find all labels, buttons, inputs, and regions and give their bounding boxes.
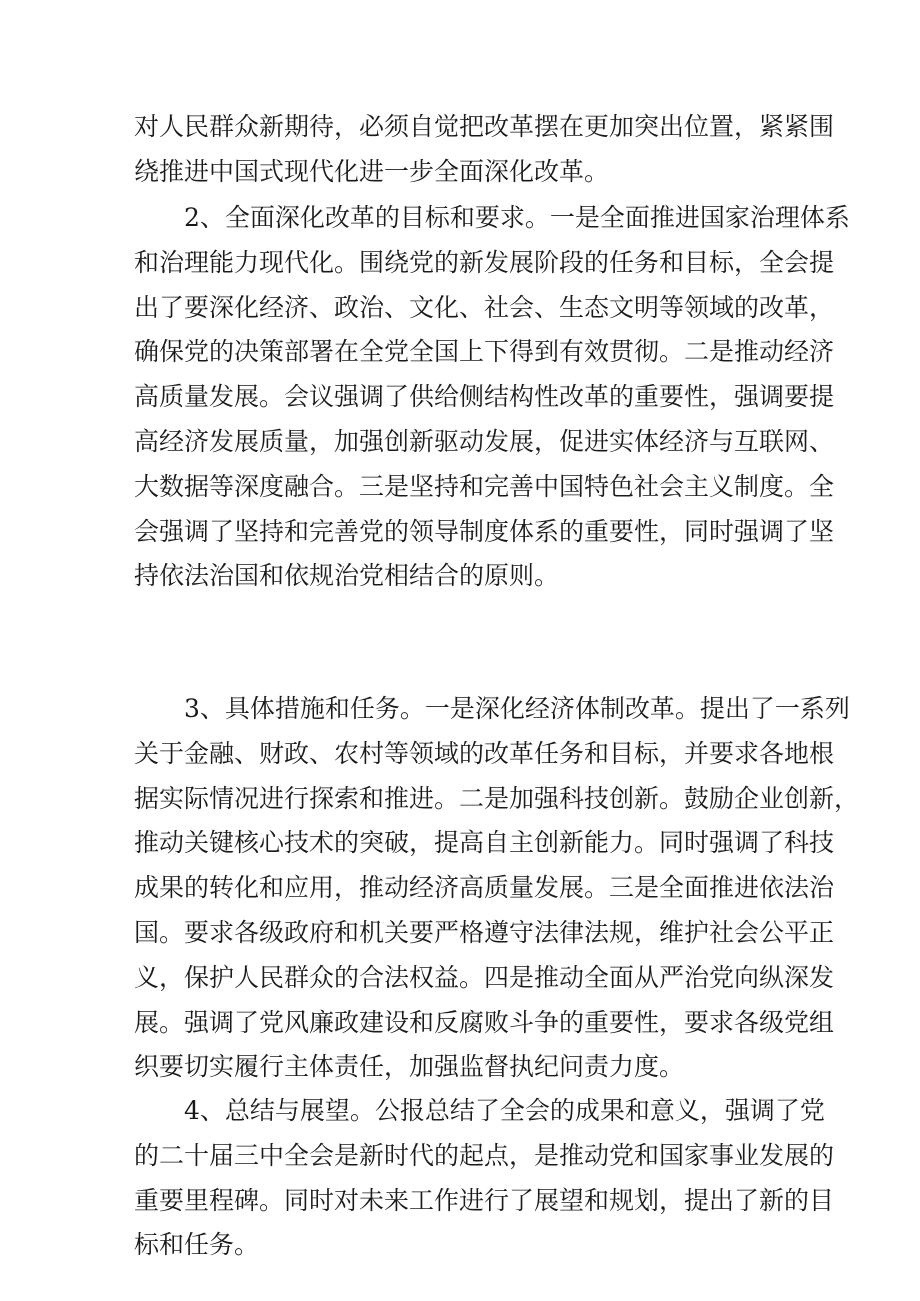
paragraph-line: 标和任务。: [134, 1230, 260, 1260]
paragraph-line: 和治理能力现代化。围绕党的新发展阶段的任务和目标，全会提: [134, 247, 835, 277]
paragraph-line: 高经济发展质量，加强创新驱动发展，促进实体经济与互联网、: [134, 426, 835, 456]
paragraph-line: 高质量发展。会议强调了供给侧结构性改革的重要性，强调要提: [134, 382, 835, 412]
paragraph-3: [134, 687, 860, 1090]
paragraph-line: 对人民群众新期待，必须自觉把改革摆在更加突出位置，紧紧围: [134, 112, 835, 141]
paragraph-4: [134, 1089, 835, 1268]
paragraph-line: 的二十届三中全会是新时代的起点，是推动党和国家事业发展的: [134, 1140, 835, 1170]
paragraph-line: 2、全面深化改革的目标和要求。一是全面推进国家治理体系: [184, 203, 850, 232]
paragraph-line: 国。要求各级政府和机关要严格遵守法律法规，维护社会公平正: [134, 917, 835, 947]
paragraph-line: 重要里程碑。同时对未来工作进行了展望和规划，提出了新的目: [134, 1185, 835, 1215]
paragraph-line: 成果的转化和应用，推动经济高质量发展。三是全面推进依法治: [134, 873, 835, 903]
paragraph-line: 关于金融、财政、农村等领域的改革任务和目标，并要求各地根: [134, 738, 835, 768]
paragraph-line: 大数据等深度融合。三是坚持和完善中国特色社会主义制度。全: [134, 471, 835, 501]
paragraph-line: 会强调了坚持和完善党的领导制度体系的重要性，同时强调了坚: [134, 516, 835, 546]
paragraph-line: 推动关键核心技术的突破，提高自主创新能力。同时强调了科技: [134, 828, 835, 858]
paragraph-1: [134, 105, 835, 195]
paragraph-line: 据实际情况进行探索和推进。二是加强科技创新。鼓励企业创新，: [134, 783, 860, 813]
paragraph-2: [134, 196, 850, 599]
paragraph-line: 4、总结与展望。公报总结了全会的成果和意义，强调了党: [184, 1096, 825, 1125]
paragraph-line: 确保党的决策部署在全党全国上下得到有效贯彻。二是推动经济: [134, 337, 835, 367]
paragraph-line: 展。强调了党风廉政建设和反腐败斗争的重要性，要求各级党组: [134, 1007, 835, 1037]
paragraph-line: 绕推进中国式现代化进一步全面深化改革。: [134, 156, 610, 186]
paragraph-line: 出了要深化经济、政治、文化、社会、生态文明等领域的改革，: [134, 292, 835, 322]
paragraph-line: 义，保护人民群众的合法权益。四是推动全面从严治党向纵深发: [134, 962, 835, 992]
paragraph-line: 3、具体措施和任务。一是深化经济体制改革。提出了一系列: [184, 694, 850, 723]
paragraph-line: 织要切实履行主体责任，加强监督执纪问责力度。: [134, 1052, 685, 1082]
paragraph-line: 持依法治国和依规治党相结合的原则。: [134, 561, 560, 591]
